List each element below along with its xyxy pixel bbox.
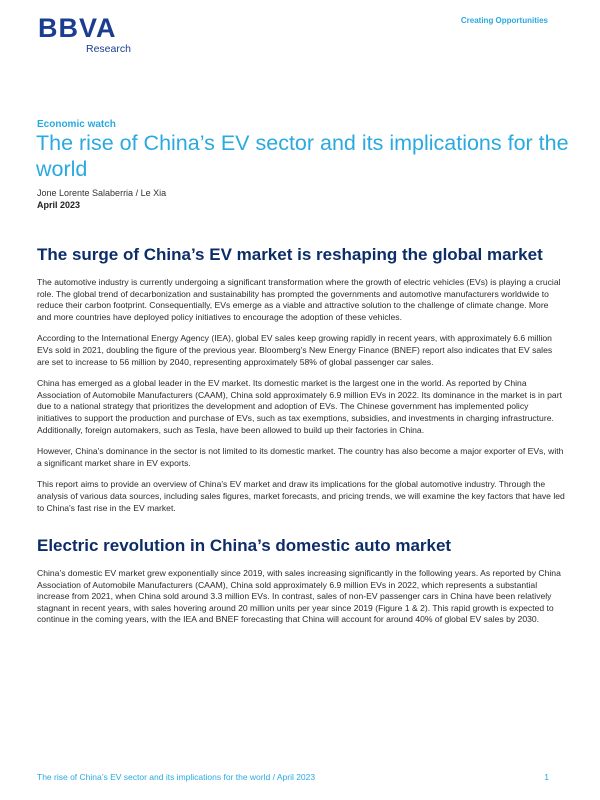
bbva-research-logo <box>38 14 131 55</box>
document-body <box>37 244 565 636</box>
paragraph: China’s domestic EV market grew exponentially since 2019, with sales increasing significantly in the following years. As reported by China Association of Automobile Manufacturers (CAAM), China sold approximately 6.9 million EVs in 2022, which represents a substantial increase from 2021, when China sold around 3.3 million EVs. In contrast, sales of non-EV passenger cars in China have been relatively stagnant in recent years, with sales hovering around 20 million units per year since 2019 (Figure 1 & 2). This rapid growth is expected to continue in the coming years, with the IEA and BNEF forecasting that China will account for around 40% of global EV sales by 2030. <box>37 568 561 625</box>
section-heading: The surge of China’s EV market is reshaping the global market <box>37 245 543 264</box>
doc-kicker: Economic watch <box>37 119 116 130</box>
footer-title: The rise of China’s EV sector and its implications for the world / April 2023 <box>37 772 316 782</box>
paragraph: China has emerged as a global leader in the EV market. Its domestic market is the largest one in the world. As reported by China Association of Automobile Manufacturers (CAAM), China sold approximately 6.9 million EVs in 2022. Its dominance in the market is in part due to a national strategy that prioritizes the development and adoption of EVs. The Chinese government has implemented policy initiatives to support the production and purchase of EVs, such as tax exemptions, subsidies, and investments in charging infrastructure. Additionally, foreign automakers, such as Tesla, have been allowed to build up their factories in China. <box>37 378 562 435</box>
page-number: 1 <box>544 772 549 782</box>
paragraph: The automotive industry is currently undergoing a significant transformation where the growth of electric vehicles (EVs) is playing a crucial role. The global trend of decarbonization and sustainability has prompted the governments and automotive manufacturers worldwide to reduce their carbon footprint. Consequentially, EVs emerge as a viable and attractive solution to the challenge of climate change. More and more countries have deployed policy initiatives to encourage the adoption of these vehicles. <box>37 277 561 322</box>
tagline: Creating Opportunities <box>460 16 548 25</box>
paragraph: According to the International Energy Agency (IEA), global EV sales keep growing rapidly in recent years, with approximately 6.6 million EVs sold in 2021, doubling the figure of the previous year. Bloomberg's New Energy Finance (BNEF) report also indicates that EV sales are set to increase to 56 million by 2040, representing approximately 58% of global passenger car sales. <box>37 333 553 367</box>
doc-authors: Jone Lorente Salaberria / Le Xia <box>37 188 167 198</box>
section-heading: Electric revolution in China’s domestic auto market <box>37 536 452 556</box>
paragraph: However, China's dominance in the sector is not limited to its domestic market. The country has also become a major exporter of EVs, with a significant market share in EV exports. <box>37 446 564 468</box>
logo-subtitle: Research <box>86 43 131 55</box>
logo-wordmark: BBVA <box>38 13 117 43</box>
paragraph: This report aims to provide an overview of China's EV market and draw its implications for the global automotive industry. Through the analysis of various data sources, including sales figures, market forecasts, and pricing trends, we will examine the key factors that have led to China's fast rise in the EV market. <box>37 479 565 513</box>
doc-date: April 2023 <box>37 200 81 210</box>
doc-title: The rise of China’s EV sector and its implications for the world <box>36 131 569 181</box>
